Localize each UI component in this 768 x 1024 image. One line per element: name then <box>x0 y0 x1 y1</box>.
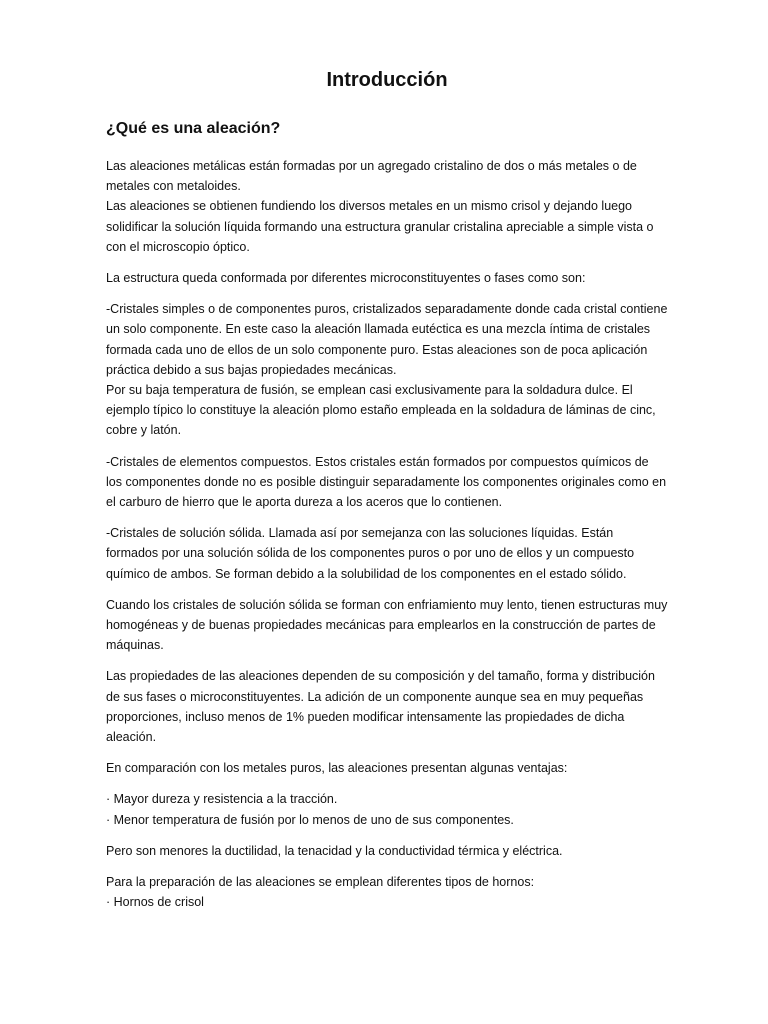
text-line: Las propiedades de las aleaciones dependen de su composición y del tamaño, forma y distribución de sus fases o microconstituyentes. La adición de un componente aunque sea en muy pequeñas proporciones, incluso menos de 1% pueden modificar intensamente las propiedades de dicha aleación. <box>106 669 655 745</box>
list-item: · Hornos de crisol <box>106 895 204 910</box>
list-item: · Menor temperatura de fusión por lo menos de uno de sus componentes. <box>106 812 514 827</box>
text-line: -Cristales simples o de componentes puros, cristalizados separadamente donde cada cristal contiene un solo componente. En este caso la aleación llamada eutéctica es una mezcla íntima de cristales formada cada uno de ellos de un solo componente puro. Estas aleaciones son de poca aplicación práctica debido a sus bajas propiedades mecánicas. <box>106 302 668 377</box>
text-line: Para la preparación de las aleaciones se emplean diferentes tipos de hornos: <box>106 875 535 890</box>
text-line: Las aleaciones metálicas están formadas por un agregado cristalino de dos o más metales o de metales con metaloides. <box>106 159 637 194</box>
paragraph-furnaces <box>106 872 668 912</box>
text-line: Las aleaciones se obtienen fundiendo los diversos metales en un mismo crisol y dejando luego solidificar la solución líquida formando una estructura granular cristalina apreciable a simple vista o con el microscopio óptico. <box>106 199 654 254</box>
paragraph-solid-solution <box>106 523 668 584</box>
paragraph-slow-cooling <box>106 595 668 656</box>
paragraph-structure <box>106 268 668 288</box>
paragraph-compound-crystals <box>106 452 668 513</box>
advantages-list <box>106 789 668 829</box>
paragraph-simple-crystals <box>106 299 668 440</box>
list-item: · Mayor dureza y resistencia a la tracción. <box>106 792 338 807</box>
paragraph-properties <box>106 666 668 747</box>
text-line: Pero son menores la ductilidad, la tenacidad y la conductividad térmica y eléctrica. <box>106 843 563 858</box>
page-title: Introducción <box>326 69 448 91</box>
paragraph-advantages-intro <box>106 758 668 778</box>
text-line: La estructura queda conformada por diferentes microconstituyentes o fases como son: <box>106 271 586 286</box>
text-line: Por su baja temperatura de fusión, se emplean casi exclusivamente para la soldadura dulce. El ejemplo típico lo constituye la aleación plomo estaño empleada en la soldadura de láminas de cinc, cobre y latón. <box>106 383 656 438</box>
text-line: -Cristales de elementos compuestos. Estos cristales están formados por compuestos químicos de los componentes donde no es posible distinguir separadamente los componentes originales como en el carburo de hierro que le aporta dureza a los aceros que lo contienen. <box>106 454 667 510</box>
text-line: -Cristales de solución sólida. Llamada así por semejanza con las soluciones líquidas. Están formados por una solución sólida de los componentes puros o por uno de ellos y un compuesto químico de ambos. Se forman debido a la solubilidad de los componentes en el estado sólido. <box>106 526 635 581</box>
paragraph-disadvantages <box>106 841 668 861</box>
paragraph-definition <box>106 156 668 257</box>
text-line: En comparación con los metales puros, las aleaciones presentan algunas ventajas: <box>106 761 568 776</box>
section-heading: ¿Qué es una aleación? <box>106 120 281 137</box>
document-page <box>106 66 668 924</box>
text-line: Cuando los cristales de solución sólida se forman con enfriamiento muy lento, tienen estructuras muy homogéneas y de buenas propiedades mecánicas para emplearlos en la construcción de partes de máquinas. <box>106 597 668 653</box>
